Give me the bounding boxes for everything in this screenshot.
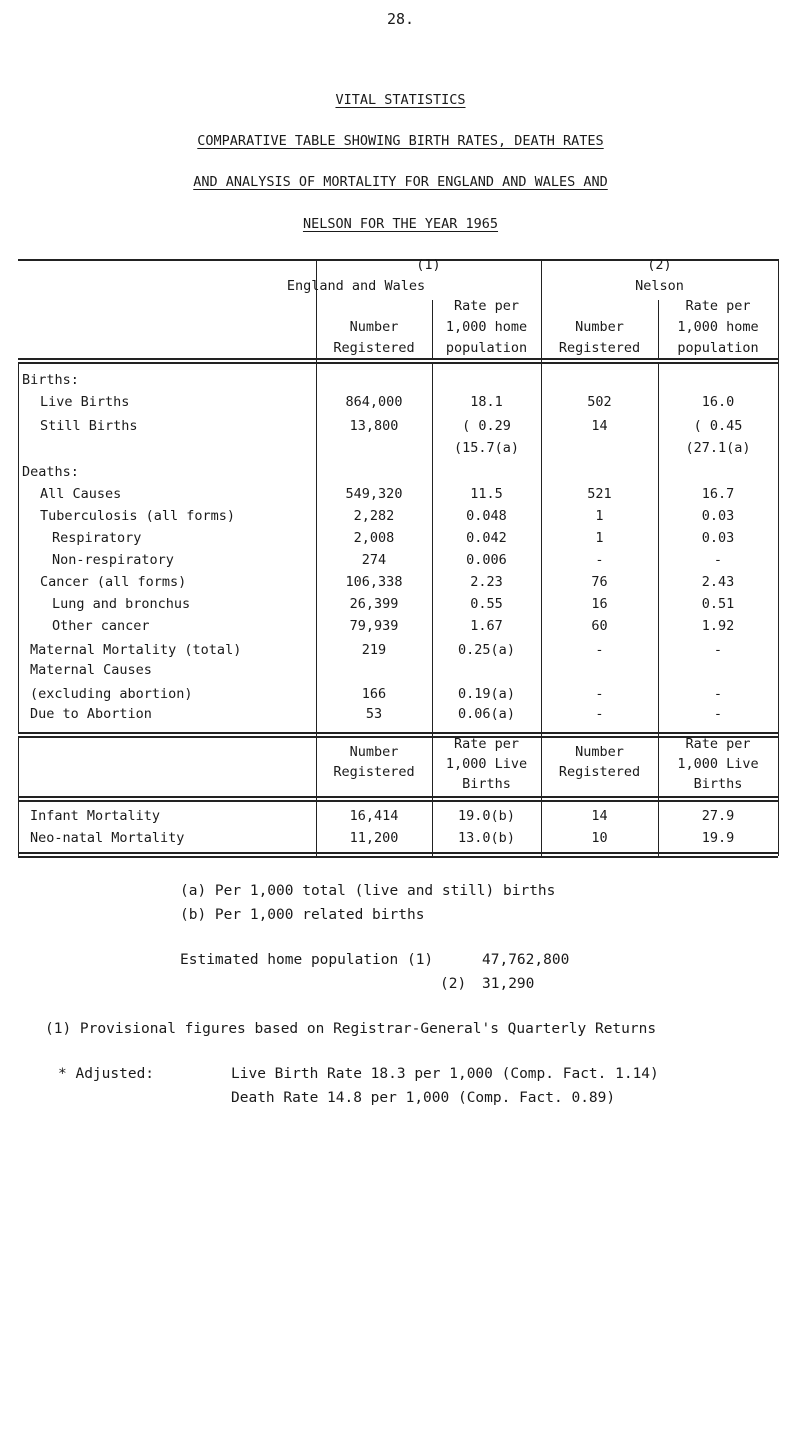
row-label: Other cancer bbox=[52, 618, 150, 634]
table-cell: 1.92 bbox=[701, 618, 735, 634]
group2-number: (2) bbox=[647, 257, 672, 273]
row-label: Lung and bronchus bbox=[52, 596, 191, 612]
header-rate-2: 1,000 home bbox=[677, 319, 759, 335]
header-rate: population bbox=[445, 340, 528, 356]
table-cell: - bbox=[595, 706, 604, 722]
table-cell: - bbox=[595, 686, 604, 702]
table-cell: 13,800 bbox=[349, 418, 399, 434]
table-cell: 0.03 bbox=[701, 508, 735, 524]
header-rate: 1,000 home bbox=[445, 319, 528, 335]
row-label: (excluding abortion) bbox=[30, 686, 193, 702]
header-rate: Rate per bbox=[453, 298, 520, 314]
header-registered: Registered bbox=[333, 340, 415, 356]
header-number: Number bbox=[349, 319, 399, 335]
table-cell: (27.1(a) bbox=[685, 440, 751, 456]
table-cell: 0.042 bbox=[466, 530, 507, 546]
table-cell: 2,282 bbox=[353, 508, 395, 524]
table-cell: - bbox=[713, 642, 723, 658]
subheader-registered: Registered bbox=[333, 764, 415, 780]
subheader-registered-2: Registered bbox=[558, 764, 641, 780]
footnote-b: (b) Per 1,000 related births bbox=[180, 907, 425, 923]
heading-vital-statistics: VITAL STATISTICS bbox=[335, 92, 466, 108]
table-cell: - bbox=[713, 706, 723, 722]
table-cell: - bbox=[713, 552, 723, 568]
table-cell: 2,008 bbox=[353, 530, 395, 546]
table-cell: ( 0.45 bbox=[693, 418, 743, 434]
adjusted-live-birth: Live Birth Rate 18.3 per 1,000 (Comp. Fact. 1.14) bbox=[231, 1066, 659, 1082]
adjusted-label: * Adjusted: bbox=[58, 1066, 155, 1082]
infant-cell: 27.9 bbox=[701, 808, 735, 824]
row-label: Births: bbox=[22, 372, 79, 388]
table-cell: 0.19(a) bbox=[458, 686, 515, 702]
table-cell: 16.0 bbox=[701, 394, 735, 410]
table-cell: 0.51 bbox=[701, 596, 735, 612]
table-cell: 16 bbox=[591, 596, 608, 612]
infant-row-label: Infant Mortality bbox=[30, 808, 161, 824]
row-label: Due to Abortion bbox=[30, 706, 152, 722]
table-cell: 549,320 bbox=[345, 486, 403, 502]
table-cell: 76 bbox=[591, 574, 608, 590]
table-cell: 0.25(a) bbox=[458, 642, 515, 658]
row-label: Deaths: bbox=[22, 464, 79, 480]
table-cell: 1 bbox=[595, 508, 604, 524]
row-label: Still Births bbox=[40, 418, 138, 434]
page-number: 28. bbox=[386, 10, 415, 28]
subheader-rate: Births bbox=[462, 776, 511, 792]
row-label: Maternal Causes bbox=[30, 662, 152, 678]
header-registered-2: Registered bbox=[558, 340, 641, 356]
table-cell: 521 bbox=[587, 486, 612, 502]
row-label: Tuberculosis (all forms) bbox=[40, 508, 236, 524]
subheader-rate: 1,000 Live bbox=[445, 756, 528, 772]
row-label: Respiratory bbox=[52, 530, 142, 546]
header-rate-2: population bbox=[677, 340, 759, 356]
table-cell: 864,000 bbox=[345, 394, 403, 410]
table-cell: 18.1 bbox=[470, 394, 503, 410]
table-cell: 1.67 bbox=[470, 618, 503, 634]
table-cell: 16.7 bbox=[701, 486, 735, 502]
population-1: 47,762,800 bbox=[482, 952, 570, 968]
table-cell: 502 bbox=[587, 394, 612, 410]
table-cell: 53 bbox=[365, 706, 383, 722]
table-cell: 11.5 bbox=[470, 486, 503, 502]
table-cell: 274 bbox=[361, 552, 387, 568]
infant-cell: 19.0(b) bbox=[458, 808, 515, 824]
row-label: Maternal Mortality (total) bbox=[30, 642, 242, 658]
table-cell: 0.55 bbox=[470, 596, 503, 612]
subheader-rate-2: 1,000 Live bbox=[677, 756, 759, 772]
population-2: 31,290 bbox=[482, 976, 535, 992]
footnote-a: (a) Per 1,000 total (live and still) births bbox=[180, 883, 556, 899]
group2-name: Nelson bbox=[635, 278, 684, 294]
table-cell: 14 bbox=[591, 418, 608, 434]
group1-name: England and Wales bbox=[286, 278, 426, 294]
table-cell: 79,939 bbox=[349, 618, 399, 634]
table-cell: 166 bbox=[361, 686, 387, 702]
infant-cell: 16,414 bbox=[349, 808, 399, 824]
infant-cell: 10 bbox=[591, 830, 608, 846]
infant-cell: 19.9 bbox=[701, 830, 735, 846]
table-cell: 26,399 bbox=[349, 596, 399, 612]
table-cell: (15.7(a) bbox=[453, 440, 520, 456]
table-cell: ( 0.29 bbox=[462, 418, 511, 434]
table-cell: 219 bbox=[361, 642, 387, 658]
table-cell: 2.23 bbox=[470, 574, 503, 590]
heading-nelson-year: NELSON FOR THE YEAR 1965 bbox=[302, 216, 499, 232]
table-cell: - bbox=[595, 642, 604, 658]
infant-cell: 14 bbox=[591, 808, 608, 824]
table-cell: 0.03 bbox=[701, 530, 735, 546]
subheader-rate-2: Births bbox=[693, 776, 743, 792]
subheader-rate-2: Rate per bbox=[685, 736, 751, 752]
table-cell: - bbox=[595, 552, 604, 568]
subheader-number-2: Number bbox=[575, 744, 624, 760]
infant-cell: 13.0(b) bbox=[458, 830, 515, 846]
table-cell: 60 bbox=[591, 618, 608, 634]
row-label: Non-respiratory bbox=[52, 552, 174, 568]
table-cell: 0.06(a) bbox=[458, 706, 515, 722]
infant-cell: 11,200 bbox=[349, 830, 399, 846]
subheader-number: Number bbox=[349, 744, 399, 760]
header-number-2: Number bbox=[575, 319, 624, 335]
provisional-note: (1) Provisional figures based on Registrar-General's Quarterly Returns bbox=[45, 1021, 657, 1037]
row-label: Cancer (all forms) bbox=[40, 574, 187, 590]
group1-number: (1) bbox=[416, 257, 441, 273]
table-cell: 2.43 bbox=[701, 574, 735, 590]
adjusted-death: Death Rate 14.8 per 1,000 (Comp. Fact. 0.89) bbox=[231, 1090, 616, 1106]
infant-row-label: Neo-natal Mortality bbox=[30, 830, 185, 846]
table-cell: - bbox=[713, 686, 723, 702]
subheader-rate: Rate per bbox=[453, 736, 520, 752]
row-label: Live Births bbox=[40, 394, 130, 410]
population-label: Estimated home population (1) bbox=[180, 952, 434, 968]
table-cell: 106,338 bbox=[345, 574, 403, 590]
table-cell: 0.006 bbox=[466, 552, 507, 568]
population-2-label: (2) bbox=[440, 976, 467, 992]
heading-comparative-table: COMPARATIVE TABLE SHOWING BIRTH RATES, DEATH RATES bbox=[197, 133, 604, 149]
heading-analysis: AND ANALYSIS OF MORTALITY FOR ENGLAND AND WALES AND bbox=[193, 174, 608, 190]
row-label: All Causes bbox=[40, 486, 122, 502]
header-rate-2: Rate per bbox=[685, 298, 751, 314]
table-cell: 0.048 bbox=[466, 508, 507, 524]
table-cell: 1 bbox=[595, 530, 604, 546]
